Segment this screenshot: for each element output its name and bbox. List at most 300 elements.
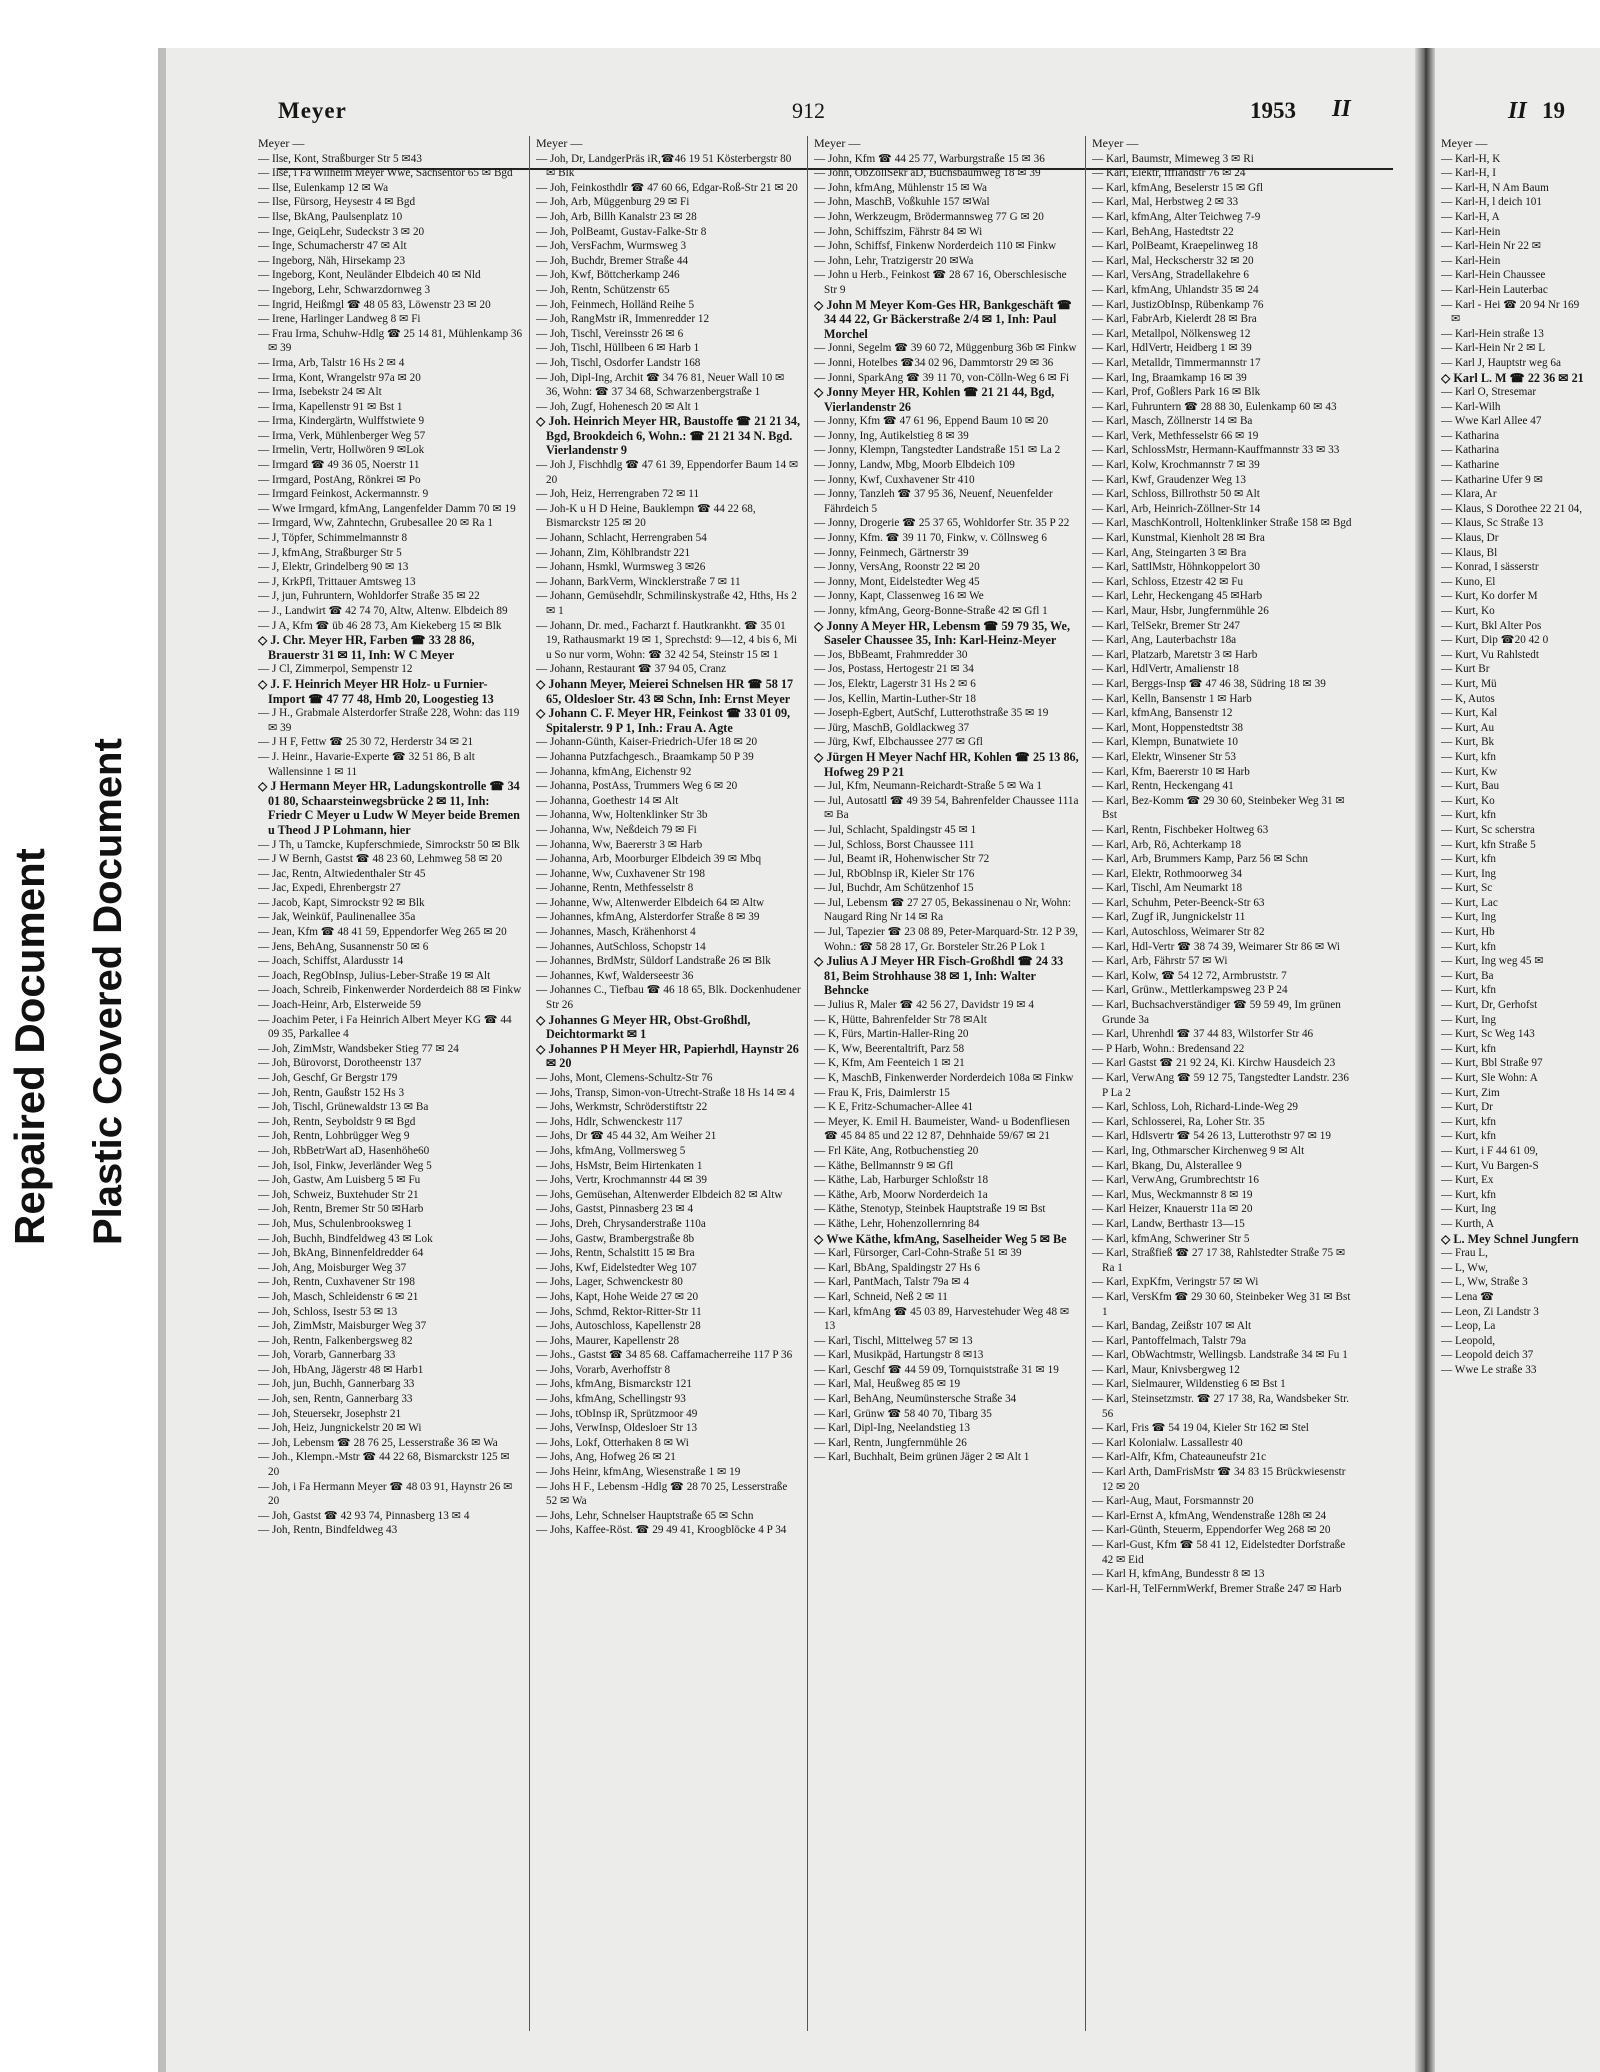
directory-entry: — Kurt, Ing <box>1441 867 1496 880</box>
directory-entry: — Irmgard ☎ 49 36 05, Noerstr 11 <box>258 459 420 472</box>
directory-entry: — Karl, Sielmaurer, Wildenstieg 6 ✉ Bst 1 <box>1092 1378 1286 1391</box>
directory-entry: — Jonny, Kwf, Cuxhavener Str 410 <box>814 473 975 486</box>
directory-entry: — Karl, Kunstmal, Kienholt 28 ✉ Bra <box>1092 532 1265 545</box>
directory-entry: — Joh, ZimMstr, Maisburger Weg 37 <box>258 1320 427 1333</box>
directory-entry: — Jonny, kfmAng, Georg-Bonne-Straße 42 ✉ Gfl 1 <box>814 605 1048 617</box>
directory-entry: — Joh, HbAng, Jägerstr 48 ✉ Harb1 <box>258 1363 424 1376</box>
directory-entry: — Karl, Schlosserei, Ra, Loher Str. 35 <box>1092 1115 1265 1128</box>
directory-entry: — Karl, Kwf, Graudenzer Weg 13 <box>1092 473 1246 486</box>
directory-entry: — Johanna, Ww, Neßdeich 79 ✉ Fi <box>536 823 697 836</box>
directory-entry: — Joh, sen, Rentn, Gannerbarg 33 <box>258 1393 413 1406</box>
directory-entry: — Jul, Autosattl ☎ 49 39 54, Bahrenfelder Chaussee 111a ✉ Ba <box>814 794 1079 822</box>
directory-entry: — Karl, SattlMstr, Höhnkoppelort 30 <box>1092 561 1260 574</box>
directory-entry: — Irmelin, Vertr, Hollwören 9 ✉Lok <box>258 444 425 457</box>
directory-entry: ◇ Johannes G Meyer HR, Obst-Großhdl, Deichtormarkt ✉ 1 <box>536 1012 751 1042</box>
directory-entry: — Kurt, Vu Bargen-S <box>1441 1159 1539 1172</box>
column-head: Meyer — <box>1441 136 1488 150</box>
directory-entry: — Johanne, Ww, Altenwerder Elbdeich 64 ✉ Altw <box>536 896 765 909</box>
directory-entry: — Kurt, Ing <box>1441 1013 1496 1026</box>
directory-entry: — Karl, Ing, Braamkamp 16 ✉ 39 <box>1092 371 1247 384</box>
directory-entry: — Jos, BbBeamt, Frahmredder 30 <box>814 648 968 661</box>
directory-entry: — Johs, Dreh, Chrysanderstraße 110a <box>536 1217 706 1230</box>
plastic-covered-label: Plastic Covered Document <box>86 738 130 1245</box>
directory-entry: — Ilse, i Fa Wilhelm Meyer Wwe, Sachsentor 65 ✉ Bgd <box>258 167 513 180</box>
directory-entry: — Jul, Beamt iR, Hohenwischer Str 72 <box>814 853 990 866</box>
directory-entry: — John, MaschB, Voßkuhle 157 ✉Wal <box>814 196 990 209</box>
directory-entry: — Katharine <box>1441 459 1500 472</box>
directory-entry: — Joh, Dr, LandgerPräs iR,☎46 19 51 Kösterbergstr 80 ✉ Blk <box>536 152 792 180</box>
directory-entry: — Meyer, K. Emil H. Baumeister, Wand- u Bodenfliesen ☎ 45 84 85 und 22 12 87, Dehnhaide 59/67 ✉ 21 <box>814 1115 1070 1143</box>
directory-entry: — Leopold deich 37 <box>1441 1349 1534 1362</box>
directory-entry: — Joh, PolBeamt, Gustav-Falke-Str 8 <box>536 225 707 238</box>
directory-entry: — Johannes, BrdMstr, Süldorf Landstraße 26 ✉ Blk <box>536 955 771 968</box>
directory-entry: — Joh, i Fa Hermann Meyer ☎ 48 03 91, Haynstr 26 ✉ 20 <box>258 1480 513 1508</box>
directory-entry: — Karl, Arb, Heinrich-Zöllner-Str 14 <box>1092 502 1261 515</box>
directory-entry: — Kurt, Ko <box>1441 605 1495 617</box>
directory-entry: — Jul, Buchdr, Am Schützenhof 15 <box>814 882 974 895</box>
directory-entry: — Karl, Grünw., Mettlerkampsweg 23 P 24 <box>1092 984 1288 997</box>
directory-entry: — Joh, Rentn, Gaußstr 152 Hs 3 <box>258 1086 405 1099</box>
directory-entry: — Karl, Arb, Rö, Achterkamp 18 <box>1092 838 1242 851</box>
directory-entry: — J A, Kfm ☎ üb 46 28 73, Am Kiekeberg 15 ✉ Blk <box>258 619 502 632</box>
directory-entry: — Kurt, Kal <box>1441 707 1498 720</box>
directory-entry: — Kurt, Lac <box>1441 896 1498 909</box>
directory-entry: — Kurt, Ing <box>1441 911 1496 924</box>
directory-entry: — Irene, Harlinger Landweg 8 ✉ Fi <box>258 313 421 326</box>
directory-entry: ◇ Jonny Meyer HR, Kohlen ☎ 21 21 44, Bgd, Vierlandenstr 26 <box>814 385 1055 414</box>
directory-entry: — Johs, kfmAng, Vollmersweg 5 <box>536 1144 686 1157</box>
directory-entry: — Karl, Mus, Weckmannstr 8 ✉ 19 <box>1092 1188 1253 1201</box>
directory-entry: — Jos, Kellin, Martin-Luther-Str 18 <box>814 692 976 705</box>
directory-entry: — John u Herb., Feinkost ☎ 28 67 16, Oberschlesische Str 9 <box>814 269 1067 296</box>
directory-entry: — Joh, Mus, Schulenbrooksweg 1 <box>258 1217 413 1230</box>
directory-entry: — Karl, kfmAng, Uhlandstr 35 ✉ 24 <box>1092 283 1259 296</box>
directory-entry: — Johanna, Arb, Moorburger Elbdeich 39 ✉ Mbq <box>536 853 762 866</box>
column-divider <box>807 136 808 2031</box>
directory-entry: — Jacob, Kapt, Simrockstr 92 ✉ Blk <box>258 896 425 909</box>
directory-entry: — Johs, Rentn, Schalstitt 15 ✉ Bra <box>536 1247 695 1260</box>
column-2 <box>536 136 801 2031</box>
directory-entry: — John, Lehr, Tratzigerstr 20 ✉Wa <box>814 254 974 267</box>
directory-entry: — Jul, Lebensm ☎ 27 27 05, Bekassinenau o Nr, Wohn: Naugard Ring Nr 14 ✉ Ra <box>814 896 1071 924</box>
directory-entry: — Karl, Metalldr, Timmermannstr 17 <box>1092 356 1261 369</box>
directory-entry: — Joh, VersFachm, Wurmsweg 3 <box>536 240 687 253</box>
directory-entry: — Karl, Grünw ☎ 58 40 70, Tibarg 35 <box>814 1407 992 1420</box>
facing-page-fragment <box>1435 136 1595 2036</box>
directory-entry: — Käthe, Bellmannstr 9 ✉ Gfl <box>814 1159 954 1172</box>
directory-entry: — Karl, Elektr, Iffiandstr 76 ✉ 24 <box>1092 167 1246 180</box>
directory-entry: — Karl, Platzarb, Maretstr 3 ✉ Harb <box>1092 648 1258 661</box>
directory-entry: — Jul, Tapezier ☎ 23 08 89, Peter-Marquard-Str. 12 P 39, Wohn.: ☎ 58 28 17, Gr. Borsteler Str.26 P Lok 1 <box>814 926 1078 953</box>
directory-entry: — Johs, Lehr, Schnelser Hauptstraße 65 ✉ Schn <box>536 1509 754 1522</box>
column-divider <box>529 136 530 2031</box>
directory-entry: — Klara, Ar <box>1441 488 1497 501</box>
directory-entry: — Karl, kfmAng, Schweriner Str 5 <box>1092 1232 1250 1245</box>
directory-entry: — Kurth, A <box>1441 1217 1495 1230</box>
directory-entry: — Kurt, kfn <box>1441 1115 1496 1128</box>
directory-entry: — Jonny, Kfm ☎ 47 61 96, Eppend Baum 10 ✉ 20 <box>814 415 1049 428</box>
directory-entry: — Klaus, Bl <box>1441 546 1498 559</box>
directory-entry: — Jonni, Hotelbes ☎34 02 96, Dammtorstr 29 ✉ 36 <box>814 356 1054 369</box>
directory-entry: — Inge, Schumacherstr 47 ✉ Alt <box>258 240 407 253</box>
directory-entry: — Karl-Hein Chaussee <box>1441 269 1546 282</box>
directory-entry: — Johann, BarkVerm, Wincklerstraße 7 ✉ 11 <box>536 575 741 588</box>
directory-entry: — Johs, kfmAng, Bismarckstr 121 <box>536 1378 692 1391</box>
directory-entry: — Karl, FabrArb, Kielerdt 28 ✉ Bra <box>1092 313 1257 326</box>
directory-entry: — Lena ☎ <box>1441 1290 1495 1303</box>
directory-entry: — Joh, Lebensm ☎ 28 76 25, Lesserstraße 36 ✉ Wa <box>258 1436 498 1449</box>
directory-entry: — Karl, JustizObInsp, Rübenkamp 76 <box>1092 298 1264 311</box>
directory-entry: — Johs, Mont, Clemens-Schultz-Str 76 <box>536 1072 713 1084</box>
directory-entry: — Karl, VersAng, Stradellakehre 6 <box>1092 269 1249 282</box>
directory-entry: — Karl, SchlossMstr, Hermann-Kauffmannstr 33 ✉ 33 <box>1092 444 1340 457</box>
directory-entry: — Joh, Feinmech, Holländ Reihe 5 <box>536 298 695 311</box>
directory-entry: — Karl, Hdlsvertr ☎ 54 26 13, Lutterothstr 97 ✉ 19 <box>1092 1130 1331 1143</box>
directory-entry: — Johs, Kaffee-Röst. ☎ 29 49 41, Kroogblöcke 4 P 34 <box>536 1524 787 1537</box>
directory-entry: — Karl, VerwAng ☎ 59 12 75, Tangstedter Landstr. 236 P La 2 <box>1092 1072 1349 1099</box>
directory-entry: — Johs, Vorarb, Averhoffstr 8 <box>536 1363 671 1376</box>
directory-entry: — Joh, Arb, Billh Kanalstr 23 ✉ 28 <box>536 210 697 223</box>
directory-entry: — K E, Fritz-Schumacher-Allee 41 <box>814 1101 974 1114</box>
directory-entry: — Joh, Tischl, Vereinsstr 26 ✉ 6 <box>536 327 684 340</box>
directory-entry: — Kurt, kfn <box>1441 1130 1496 1143</box>
directory-entry: — Joh, Vorarb, Gannerbarg 33 <box>258 1349 396 1362</box>
directory-entry: — Wwe Karl Allee 47 <box>1441 415 1542 428</box>
directory-entry: — Karl, HdlVertr, Amalienstr 18 <box>1092 663 1239 676</box>
directory-entry: — Joh., Klempn.-Mstr ☎ 44 22 68, Bismarckstr 125 ✉ 20 <box>258 1451 510 1479</box>
column-divider <box>1085 136 1086 2031</box>
directory-entry: — Jul, Schlacht, Spaldingstr 45 ✉ 1 <box>814 823 977 836</box>
directory-entry: — Johanne, Rentn, Methfesselstr 8 <box>536 882 694 895</box>
directory-entry: — Klaus, Sc Straße 13 <box>1441 517 1544 530</box>
directory-entry: — Karl Arth, DamFrisMstr ☎ 34 83 15 Brückwiesenstr 12 ✉ 20 <box>1092 1466 1346 1493</box>
directory-entry: — Karl, Schloss, Etzestr 42 ✉ Fu <box>1092 575 1244 588</box>
directory-entry: — Joh, Geschf, Gr Bergstr 179 <box>258 1072 398 1084</box>
header-part: II <box>1332 96 1351 122</box>
directory-entry: — Joh, Rentn, Seyboldstr 9 ✉ Bgd <box>258 1115 416 1128</box>
directory-entry: — Karl, Maur, Hsbr, Jungfernmühle 26 <box>1092 605 1269 617</box>
directory-entry: — Kurt, kfn <box>1441 750 1496 763</box>
directory-entry: — Irmgard, Ww, Zahntechn, Grubesallee 20 ✉ Ra 1 <box>258 517 493 530</box>
directory-entry: — Johs., Gastst ☎ 34 85 68. Caffamacherreihe 117 P 36 <box>536 1349 793 1362</box>
directory-entry: — Johs, kfmAng, Schellingstr 93 <box>536 1393 686 1406</box>
directory-entry: — Johann, Dr. med., Facharzt f. Hautkrankht. ☎ 35 01 19, Rathausmarkt 19 ✉ 1, Sprechstd: 9—12, 4 bis 6, Mi u So nur vorm, Wohn: ☎ 32 42 54, Steinstr 15 ✉ 1 <box>536 619 798 661</box>
directory-entry: — Johann, Schlacht, Herrengraben 54 <box>536 532 707 545</box>
directory-entry: — J W Bernh, Gastst ☎ 48 23 60, Lehmweg 58 ✉ 20 <box>258 853 503 866</box>
directory-entry: — Jonny, Kapt, Classenweg 16 ✉ We <box>814 590 984 603</box>
right-page-year: 19 <box>1542 98 1565 123</box>
directory-entry: ◇ Jonny A Meyer HR, Lebensm ☎ 59 79 35, We, Saseler Chaussee 35, Inh: Karl-Heinz-Meyer <box>814 618 1071 648</box>
directory-entry: — Jac, Rentn, Altwiedenthaler Str 45 <box>258 867 426 880</box>
directory-entry: — Katharina <box>1441 444 1500 457</box>
directory-entry: — John, Werkzeugm, Brödermannsweg 77 G ✉ 20 <box>814 210 1044 223</box>
directory-entry: — Kurt, Ba <box>1441 969 1494 982</box>
directory-entry: — Johann, Hsmkl, Wurmsweg 3 ✉26 <box>536 561 706 574</box>
directory-entry: — J, Töpfer, Schimmelmannstr 8 <box>258 532 408 545</box>
directory-entry: — Karl-Wilh <box>1441 400 1501 413</box>
directory-entry: — Karl, TelSekr, Bremer Str 247 <box>1092 619 1241 632</box>
directory-entry: — Karl-Hein Nr 2 ✉ L <box>1441 342 1546 355</box>
directory-entry: — Johs, Gastw, Brambergstraße 8b <box>536 1232 695 1245</box>
directory-entry: — Karl, Rentn, Jungfernmühle 26 <box>814 1436 967 1449</box>
directory-entry: — Leon, Zi Landstr 3 <box>1441 1305 1539 1318</box>
directory-entry: — Irma, Kapellenstr 91 ✉ Bst 1 <box>258 400 403 413</box>
directory-entry: — Karl, Ang, Steingarten 3 ✉ Bra <box>1092 546 1247 559</box>
directory-entry: — Jul, RbOblnsp iR, Kieler Str 176 <box>814 867 975 880</box>
directory-entry: — Karl-H, N Am Baum <box>1441 181 1549 194</box>
directory-entry: — Jonny, Mont, Eidelstedter Weg 45 <box>814 575 980 588</box>
directory-entry: — K, Ww, Beerentaltrift, Parz 58 <box>814 1042 965 1055</box>
directory-entry: — Karl, Hdl-Vertr ☎ 38 74 39, Weimarer Str 86 ✉ Wi <box>1092 940 1341 953</box>
directory-entry: — Karl-H, TelFernmWerkf, Bremer Straße 247 ✉ Harb <box>1092 1582 1342 1595</box>
directory-entry: — Joh, Heiz, Jungnickelstr 20 ✉ Wi <box>258 1422 422 1435</box>
directory-entry: — K, Autos <box>1441 692 1495 705</box>
directory-entry: — Joh, Dipl-Ing, Archit ☎ 34 76 81, Neuer Wall 10 ✉ 36, Wohn: ☎ 37 34 68, Schwarzenbergstraße 1 <box>536 371 785 399</box>
directory-entry: — Kurt, Bk <box>1441 736 1495 749</box>
directory-entry: — Johs, Gastst, Pinnasberg 23 ✉ 4 <box>536 1203 694 1216</box>
directory-entry: — Karl, Tischl, Mittelweg 57 ✉ 13 <box>814 1334 973 1347</box>
directory-entry: — Kurt, Hb <box>1441 926 1495 939</box>
directory-entry: — Joh, Schloss, Isestr 53 ✉ 13 <box>258 1305 398 1318</box>
directory-entry: — Joh, Ang, Moisburger Weg 37 <box>258 1261 407 1274</box>
directory-entry: — Ilse, Kont, Straßburger Str 5 ✉43 <box>258 152 422 165</box>
directory-entry: — Johanna, PostAss, Trummers Weg 6 ✉ 20 <box>536 780 738 793</box>
directory-entry: — Karl, Schloss, Loh, Richard-Linde-Weg 29 <box>1092 1101 1299 1114</box>
directory-entry: — Inge, GeiqLehr, Sudeckstr 3 ✉ 20 <box>258 225 425 238</box>
directory-entry: — Ingeborg, Kont, Neuländer Elbdeich 40 ✉ Nld <box>258 269 481 282</box>
directory-entry: — Johann, Gemüsehdlr, Schmilinskystraße 42, Hths, Hs 2 ✉ 1 <box>536 590 797 617</box>
directory-entry: — Katharine Ufer 9 ✉ <box>1441 473 1543 486</box>
directory-entry: — Joh, jun, Buchh, Gannerbarg 33 <box>258 1378 415 1391</box>
directory-entry: — Jonny, Landw, Mbg, Moorb Elbdeich 109 <box>814 459 1015 472</box>
directory-entry: — Karl, Mal, Herbstweg 2 ✉ 33 <box>1092 196 1239 209</box>
directory-entry: — Johs, Autoschloss, Kapellenstr 28 <box>536 1320 701 1333</box>
directory-entry: — Johannes, Kwf, Walderseestr 36 <box>536 969 694 982</box>
directory-entry: — Joh, RbBetrWart aD, Hasenhöhe60 <box>258 1144 430 1157</box>
directory-entry: — Kurt, Ko dorfer M <box>1441 590 1538 603</box>
directory-entry: — Karl, BbAng, Spaldingstr 27 Hs 6 <box>814 1261 980 1274</box>
directory-entry: — Johs, Lager, Schwenckestr 80 <box>536 1276 683 1289</box>
directory-entry: — Karl, Steinsetzmstr. ☎ 27 17 38, Ra, Wandsbeker Str. 56 <box>1092 1393 1350 1420</box>
directory-entry: — Kurt, Dr <box>1441 1101 1493 1114</box>
directory-entry: — Karl, Dipl-Ing, Neelandstieg 13 <box>814 1422 970 1435</box>
directory-entry: — Karl, Rentn, Heckengang 41 <box>1092 780 1234 793</box>
directory-entry: — Joseph-Egbert, AutSchf, Lutterothstraße 35 ✉ 19 <box>814 707 1049 720</box>
directory-entry: — K, Fürs, Martin-Haller-Ring 20 <box>814 1028 969 1041</box>
directory-entry: — Kurt, Ko <box>1441 794 1495 807</box>
directory-entry: — Irmgard, PostAng, Rönkrei ✉ Po <box>258 473 421 486</box>
directory-entry: — Karl, Fürsorger, Carl-Cohn-Straße 51 ✉ 39 <box>814 1247 1022 1260</box>
directory-entry: — Kurt, kfn <box>1441 984 1496 997</box>
directory-entry: — Jonni, SparkAng ☎ 39 11 70, von-Cölln-Weg 6 ✉ Fi <box>814 371 1070 384</box>
directory-entry: — Karl, Zugf iR, Jungnickelstr 11 <box>1092 911 1246 924</box>
directory-entry: — Kurt, Ing weg 45 ✉ <box>1441 955 1544 968</box>
directory-entry: — Joh, Rentn, Cuxhavener Str 198 <box>258 1276 415 1289</box>
directory-entry: — Joh, Feinkosthdlr ☎ 47 60 66, Edgar-Roß-Str 21 ✉ 20 <box>536 181 798 194</box>
directory-entry: — Irma, Kont, Wrangelstr 97a ✉ 20 <box>258 371 421 384</box>
directory-entry: — Karl, PantMach, Talstr 79a ✉ 4 <box>814 1276 970 1289</box>
directory-entry: — Ingeborg, Lehr, Schwarzdornweg 3 <box>258 283 431 296</box>
directory-entry: — Ilse, BkAng, Paulsenplatz 10 <box>258 210 403 223</box>
directory-entry: — Jos, Postass, Hertogestr 21 ✉ 34 <box>814 663 974 676</box>
directory-entry: — Karl, Prof, Goßlers Park 16 ✉ Blk <box>1092 386 1261 399</box>
directory-entry: — Karl, Arb, Brummers Kamp, Parz 56 ✉ Schn <box>1092 853 1308 866</box>
directory-entry: — Karl, Mont, Hoppenstedtstr 38 <box>1092 721 1244 734</box>
directory-entry: — Jürg, MaschB, Goldlackweg 37 <box>814 721 970 734</box>
header-surname: Meyer <box>278 98 347 123</box>
directory-entry: — Joh, Tischl, Grünewaldstr 13 ✉ Ba <box>258 1101 429 1114</box>
directory-entry: — Karl, Verk, Methfesselstr 66 ✉ 19 <box>1092 429 1259 442</box>
directory-entry: — Kuno, El <box>1441 575 1496 588</box>
directory-entry: — Irma, Verk, Mühlenberger Weg 57 <box>258 429 426 442</box>
directory-entry: — Joh, Isol, Finkw, Jeverländer Weg 5 <box>258 1159 432 1172</box>
directory-entry: ◇ Wwe Käthe, kfmAng, Saselheider Weg 5 ✉ Be <box>814 1231 1067 1246</box>
directory-entry: — Karl, Fuhruntern ☎ 28 88 30, Eulenkamp 60 ✉ 43 <box>1092 400 1337 413</box>
directory-entry: ◇ Johann Meyer, Meierei Schnelsen HR ☎ 58 17 65, Oldesloer Str. 43 ✉ Schn, Inh: Ernst Meyer <box>536 676 794 706</box>
directory-entry: — Karl, Lehr, Heckengang 45 ✉Harb <box>1092 590 1263 603</box>
column-4 <box>1092 136 1357 2031</box>
directory-entry: — Karl, Bkang, Du, Alsterallee 9 <box>1092 1159 1242 1172</box>
directory-entry: — Leop, La <box>1441 1320 1496 1333</box>
directory-entry: — K, Hütte, Bahrenfelder Str 78 ✉Alt <box>814 1013 987 1026</box>
scanned-page <box>158 48 1600 2072</box>
directory-entry: — Karl-Günth, Steuerm, Eppendorfer Weg 268 ✉ 20 <box>1092 1524 1331 1537</box>
directory-entry: — Jak, Weinküf, Paulinenallee 35a <box>258 911 416 924</box>
directory-entry: — John, Schiffszim, Fährstr 84 ✉ Wi <box>814 225 983 238</box>
directory-entry: — Irma, Arb, Talstr 16 Hs 2 ✉ 4 <box>258 356 405 369</box>
directory-entry: — Karl, Bandag, Zeißstr 107 ✉ Alt <box>1092 1320 1252 1333</box>
directory-entry: — Klaus, Dr <box>1441 532 1499 545</box>
directory-entry: — J, jun, Fuhruntern, Wohldorfer Straße 35 ✉ 22 <box>258 590 480 603</box>
directory-entry: — Karl Gastst ☎ 21 92 24, Ki. Kirchw Hausdeich 23 <box>1092 1057 1336 1070</box>
directory-entry: — Joh-K u H D Heine, Bauklempn ☎ 44 22 68, Bismarckstr 125 ✉ 20 <box>536 502 756 530</box>
directory-entry: ◇ Julius A J Meyer HR Fisch-Großhdl ☎ 24 33 81, Beim Strohhause 38 ✉ 1, Inh: Walter Behncke <box>814 954 1064 998</box>
directory-entry: — Kurt, Kw <box>1441 765 1498 778</box>
directory-entry: — Joh, Heiz, Herrengraben 72 ✉ 11 <box>536 488 700 501</box>
book-gutter <box>1415 48 1435 2072</box>
directory-entry: — Jonny, Ing, Autikelstieg 8 ✉ 39 <box>814 429 969 442</box>
directory-entry: ◇ Johannes P H Meyer HR, Papierhdl, Haynstr 26 ✉ 20 <box>536 1041 799 1071</box>
directory-entry: — J, kfmAng, Straßburger Str 5 <box>258 546 402 559</box>
directory-entry: — Johanna, kfmAng, Eichenstr 92 <box>536 765 692 778</box>
directory-entry: — Karl, Kolw, Krochmannstr 7 ✉ 39 <box>1092 459 1260 472</box>
directory-entry: — John, Schiffsf, Finkenw Norderdeich 110 ✉ Finkw <box>814 240 1057 253</box>
directory-entry: — Johs, Ang, Hofweg 26 ✉ 21 <box>536 1451 676 1464</box>
directory-entry: — Jens, BehAng, Susannenstr 50 ✉ 6 <box>258 940 429 953</box>
directory-entry: — Johs, VerwInsp, Oldesloer Str 13 <box>536 1422 698 1435</box>
directory-entry: — J. Heinr., Havarie-Experte ☎ 32 51 86, B alt Wallensinne 1 ✉ 11 <box>258 750 475 778</box>
column-head: Meyer — <box>536 136 583 150</box>
directory-entry: — Joh, Bürovorst, Dorotheenstr 137 <box>258 1057 422 1070</box>
directory-entry: — Johs, Lokf, Otterhaken 8 ✉ Wi <box>536 1436 689 1449</box>
directory-entry: — Jonny, Klempn, Tangstedter Landstraße 151 ✉ La 2 <box>814 444 1061 457</box>
directory-entry: — Karl, Berggs-Insp ☎ 47 46 38, Südring 18 ✉ 39 <box>1092 677 1326 690</box>
directory-entry: — Karl, VersKfm ☎ 29 30 60, Steinbeker Weg 31 ✉ Bst 1 <box>1092 1290 1351 1318</box>
directory-entry: — Jonny, Drogerie ☎ 25 37 65, Wohldorfer Str. 35 P 22 <box>814 517 1070 530</box>
column-3 <box>814 136 1079 2031</box>
directory-columns <box>258 136 1398 2036</box>
directory-entry: — Karl, kfmAng, Beselerstr 15 ✉ Gfl <box>1092 181 1263 194</box>
directory-entry: — Joh, Rentn, Falkenbergsweg 82 <box>258 1334 413 1347</box>
directory-entry: — Joh, Arb, Müggenburg 29 ✉ Fi <box>536 196 690 209</box>
directory-entry: — Kurt, kfn <box>1441 1188 1496 1201</box>
directory-entry: — Karl - Hei ☎ 20 94 Nr 169 ✉ <box>1441 298 1580 326</box>
directory-entry: — Käthe, Arb, Moorw Norderdeich 1a <box>814 1188 988 1201</box>
directory-entry: — Joh, Buchdr, Bremer Straße 44 <box>536 254 689 267</box>
directory-entry: — Jos, Elektr, Lagerstr 31 Hs 2 ✉ 6 <box>814 677 976 690</box>
directory-entry: — Karl, HdlVertr, Heidberg 1 ✉ 39 <box>1092 342 1252 355</box>
directory-entry: — Johanna, Goethestr 14 ✉ Alt <box>536 794 679 807</box>
directory-entry: — Joh, Rentn, Bindfeldweg 43 <box>258 1524 398 1537</box>
directory-entry: — Karl-H, K <box>1441 152 1501 165</box>
directory-entry: — Konrad, I sässerstr <box>1441 561 1539 574</box>
directory-entry: — Kurt, Vu Rahlstedt <box>1441 648 1539 661</box>
directory-entry: — Frau K, Fris, Daimlerstr 15 <box>814 1086 950 1099</box>
directory-entry: ◇ J. Chr. Meyer HR, Farben ☎ 33 28 86, Brauerstr 31 ✉ 11, Inh: W C Meyer <box>258 633 475 662</box>
directory-entry: — Karl-H, A <box>1441 210 1500 223</box>
column-head: Meyer — <box>1092 136 1139 150</box>
directory-entry: — Johs, tObInsp iR, Sprützmoor 49 <box>536 1407 698 1420</box>
directory-entry: — Karl, Pantoffelmach, Talstr 79a <box>1092 1334 1247 1347</box>
directory-entry: — Ilse, Fürsorg, Heysestr 4 ✉ Bgd <box>258 196 416 209</box>
directory-entry: — Johannes C., Tiefbau ☎ 46 18 65, Blk. Dockenhudener Str 26 <box>536 984 801 1012</box>
directory-entry: — Jean, Kfm ☎ 48 41 59, Eppendorfer Weg 265 ✉ 20 <box>258 926 507 939</box>
directory-entry: — Karl, BehAng, Hastedtstr 22 <box>1092 225 1234 238</box>
directory-entry: — Joh, Rentn, Lohbrügger Weg 9 <box>258 1130 410 1143</box>
directory-entry: — Karl, Mal, Heckscherstr 32 ✉ 20 <box>1092 254 1254 267</box>
directory-entry: — Karl, Klempn, Bunatwiete 10 <box>1092 736 1239 749</box>
directory-entry: — Kurt, Bbl Straße 97 <box>1441 1057 1543 1070</box>
directory-entry: — Karl-Aug, Maut, Forsmannstr 20 <box>1092 1495 1254 1508</box>
directory-entry: — Karl H, kfmAng, Bundesstr 8 ✉ 13 <box>1092 1568 1265 1581</box>
directory-entry: — Karl, Buchsachverständiger ☎ 59 59 49, Im grünen Grunde 3a <box>1092 999 1341 1026</box>
directory-entry: — Joh, Tischl, Hüllbeen 6 ✉ Harb 1 <box>536 342 700 355</box>
directory-entry: — Kurt, Dr, Gerhofst <box>1441 999 1538 1012</box>
directory-entry: — Karl, Elektr, Winsener Str 53 <box>1092 750 1236 763</box>
directory-entry: — Jonni, Segelm ☎ 39 60 72, Müggenburg 36b ✉ Finkw <box>814 342 1077 355</box>
directory-entry: — Katharina <box>1441 429 1500 442</box>
directory-entry: — Karl, Fris ☎ 54 19 04, Kieler Str 162 ✉ Stel <box>1092 1422 1309 1435</box>
directory-entry: — Karl, Arb, Fährstr 57 ✉ Wi <box>1092 955 1228 968</box>
directory-entry: — L, Ww, Straße 3 <box>1441 1276 1528 1289</box>
directory-entry: — Ingrid, Heißmgl ☎ 48 05 83, Löwenstr 23 ✉ 20 <box>258 298 491 311</box>
directory-entry: — Jürg, Kwf, Elbchaussee 277 ✉ Gfl <box>814 736 983 749</box>
directory-entry: — Joh, Rentn, Bremer Str 50 ✉Harb <box>258 1203 424 1216</box>
directory-entry: — Karl, Schuhm, Peter-Beenck-Str 63 <box>1092 896 1265 909</box>
directory-entry: — Kurt, Bau <box>1441 780 1500 793</box>
directory-entry: — Irma, Kindergärtn, Wulffstwiete 9 <box>258 415 425 428</box>
directory-entry: — Johs, Kwf, Eidelstedter Weg 107 <box>536 1261 697 1274</box>
directory-entry: — Frau Irma, Schuhw-Hdlg ☎ 25 14 81, Mühlenkamp 36 ✉ 39 <box>258 327 523 355</box>
directory-entry: — Karl, Metallpol, Nölkensweg 12 <box>1092 327 1251 340</box>
directory-entry: — Karl-Alfr, Kfm, Chateauneufstr 21c <box>1092 1451 1267 1464</box>
directory-entry: — Kurt, Sc scherstra <box>1441 823 1535 836</box>
directory-entry: — Kurt, Bkl Alter Pos <box>1441 619 1542 632</box>
directory-entry: — Joh, Gastst ☎ 42 93 74, Pinnasberg 13 ✉ 4 <box>258 1509 470 1522</box>
directory-entry: — Kurt, Sc Weg 143 <box>1441 1028 1535 1041</box>
directory-entry: — Johannes, kfmAng, Alsterdorfer Straße 8 ✉ 39 <box>536 911 760 924</box>
column-1 <box>258 136 523 2031</box>
directory-entry: — Karl, Kfm, Baererstr 10 ✉ Harb <box>1092 765 1250 778</box>
directory-entry: — Karl, Uhrenhdl ☎ 37 44 83, Wilstorfer Str 46 <box>1092 1028 1314 1041</box>
directory-entry: — Joh, Tischl, Osdorfer Landstr 168 <box>536 356 701 369</box>
directory-entry: — Karl, Masch, Zöllnerstr 14 ✉ Ba <box>1092 415 1253 428</box>
directory-entry: — Kurt, kfn <box>1441 809 1496 822</box>
directory-entry: — Karl Heizer, Knauerstr 11a ✉ 20 <box>1092 1203 1253 1216</box>
directory-entry: — Karl J, Hauptstr weg 6a <box>1441 356 1561 369</box>
directory-entry: — Karl, Baumstr, Mimeweg 3 ✉ Ri <box>1092 152 1254 165</box>
directory-entry: — Johs Heinr, kfmAng, Wiesenstraße 1 ✉ 19 <box>536 1466 741 1479</box>
